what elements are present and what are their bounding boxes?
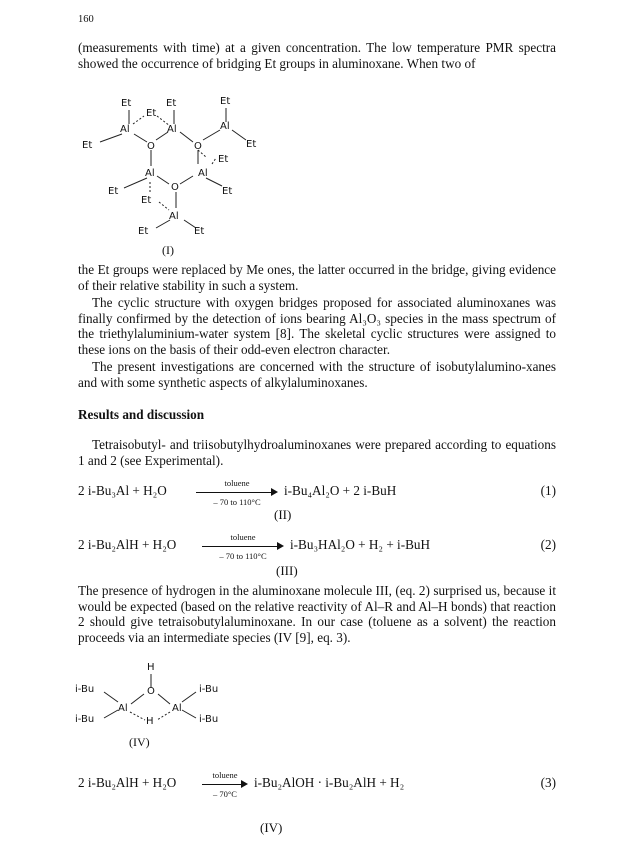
paragraph-intro: (measurements with time) at a given concentration. The low temperature PMR spectra showed the occurrence of bridging Et groups in aluminoxane. When two of	[78, 40, 556, 71]
eq1-number: (1)	[540, 483, 556, 498]
equation-1	[78, 478, 556, 523]
equation-3	[78, 770, 556, 835]
eq3-product-label: (IV)	[260, 820, 283, 835]
eq3-rhs: i-Bu₂AlOH · i-Bu₂AlH + H₂	[254, 775, 405, 790]
struct4-h-bridge: H	[146, 716, 154, 727]
eq3-number: (3)	[540, 775, 556, 790]
struct1-al-bottom: Al	[169, 211, 179, 222]
eq3-condition-below: – 70°C	[213, 789, 237, 799]
eq1-lhs: 2 i-Bu₃Al + H₂O	[78, 483, 167, 498]
equation-2	[78, 532, 556, 578]
eq1-rhs: i-Bu₄Al₂O + 2 i-BuH	[284, 483, 397, 498]
struct1-al-lower-left: Al	[145, 168, 155, 179]
paragraph-bridge: the Et groups were replaced by Me ones, the latter occurred in the bridge, giving evidence of their relative stability in such a system.	[78, 262, 556, 293]
paragraph-present: The present investigations are concerned with the structure of isobutylalumino-xanes and with some synthetic aspects of alkylaluminoxanes.	[78, 359, 556, 390]
eq2-number: (2)	[540, 537, 556, 552]
page-number: 160	[78, 14, 94, 25]
struct1-et-bridge-bottom: Et	[141, 195, 152, 206]
struct1-et-bottom-right: Et	[194, 226, 205, 237]
structure-IV-label: (IV)	[129, 735, 150, 749]
paragraph-cyclic: The cyclic structure with oxygen bridges proposed for associated aluminoxanes was finally confirmed by the detection of ions bearing Al₃O₃ species in the mass spectrum of the triethylaluminium-water system [8]. The skeletal cyclic structures were assigned to these ions on the basis of their odd-even electron character.	[78, 295, 556, 357]
eq2-condition-below: – 70 to 110°C	[219, 551, 267, 561]
struct4-ibu-bottom-right: i-Bu	[199, 714, 219, 725]
struct1-et-lower-right: Et	[222, 186, 233, 197]
eq1-product-label: (II)	[274, 507, 292, 522]
paragraph-prepared: Tetraisobutyl- and triisobutylhydroaluminoxanes were prepared according to equations 1 and 2 (see Experimental).	[78, 437, 556, 468]
struct1-et-right: Et	[246, 139, 257, 150]
struct1-al-mid: Al	[167, 124, 177, 135]
struct4-ibu-bottom-left: i-Bu	[75, 714, 95, 725]
structure-I-label: (I)	[162, 243, 174, 257]
struct4-al-left: Al	[118, 703, 128, 714]
struct1-et-top-left: Et	[121, 98, 132, 109]
struct1-et-bridge-top: Et	[146, 108, 157, 119]
struct1-o-bottom: O	[171, 182, 179, 193]
eq3-condition-above: toluene	[212, 770, 238, 780]
struct1-al-right: Al	[220, 121, 230, 132]
struct4-h-top: H	[147, 662, 155, 673]
struct4-ibu-top-right: i-Bu	[199, 684, 219, 695]
struct1-et-top-mid: Et	[166, 98, 177, 109]
section-heading: Results and discussion	[78, 407, 205, 422]
struct1-et-bottom-left: Et	[138, 226, 149, 237]
struct1-al-left: Al	[120, 124, 130, 135]
struct1-et-top-right: Et	[220, 96, 231, 107]
struct1-o-left: O	[147, 141, 155, 152]
eq2-rhs: i-Bu₃HAl₂O + H₂ + i-BuH	[290, 537, 431, 552]
eq2-product-label: (III)	[276, 563, 298, 578]
eq2-condition-above: toluene	[230, 532, 256, 542]
paragraph-hydrogen: The presence of hydrogen in the aluminoxane molecule III, (eq. 2) surprised us, because it would be expected (based on the relative reactivity of Al–R and Al–H bonds) that reaction 2 should give tetraisobutylaluminoxane. In our case (toluene as a solvent) the reaction proceeds via an intermediate species (IV [9], eq. 3).	[78, 583, 556, 645]
eq1-condition-above: toluene	[224, 478, 250, 488]
struct1-o-right: O	[194, 141, 202, 152]
struct4-al-right: Al	[172, 703, 182, 714]
eq1-condition-below: – 70 to 110°C	[213, 497, 261, 507]
struct4-o: O	[147, 686, 155, 697]
struct1-et-left: Et	[82, 140, 93, 151]
eq2-lhs: 2 i-Bu₂AlH + H₂O	[78, 537, 177, 552]
struct1-et-bridge-right: Et	[218, 154, 229, 165]
struct1-et-lower-left: Et	[108, 186, 119, 197]
struct1-al-lower-right: Al	[198, 168, 208, 179]
struct4-ibu-top-left: i-Bu	[75, 684, 95, 695]
eq3-lhs: 2 i-Bu₂AlH + H₂O	[78, 775, 177, 790]
